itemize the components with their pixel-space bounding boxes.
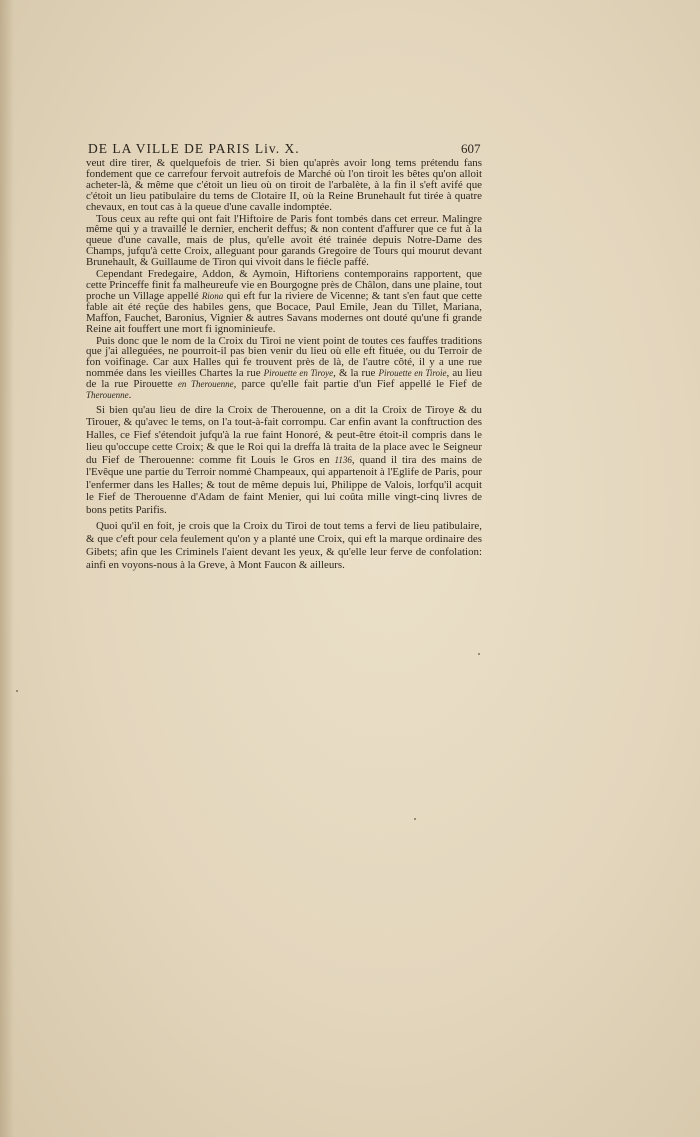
paragraph-4-italic-1: Pirouette en Tiroye — [263, 368, 334, 379]
paragraph-4-italic-2: Pirouette en Tiroie — [378, 368, 447, 379]
ink-speck — [478, 653, 480, 655]
page-spine-shadow — [0, 0, 14, 1137]
paragraph-4-text-1: Puis donc que le nom de la Croix du Tiroi ne vient point de toutes ces fauffes traditions que j'ai alleguées, ne pourroit-il pas bien venir du lieu où elle eft fituée, ou du Terroir de fon voifinage. Car aux Halles qui fe trouvent près de là, de l'autre côté, il y a une rue nommée dans les vieilles Chartes la rue — [86, 334, 482, 380]
paragraph-5 — [86, 404, 482, 517]
paragraph-5-text-b: , quand il tira des mains de l'Evêque une partie du Terroir nommé Champeaux, qui appartenoit à l'Eglife de Paris, pour l'enfermer dans les Halles; & tout de même depuis lui, Philippe de Valois, lorfqu'il acquit le Fief de Therouenne d'Adam de faint Menier, qui lui coûta mille vingt-cinq livres de bons petits Parifis. — [86, 453, 482, 516]
paragraph-4 — [86, 336, 482, 401]
paragraph-4-italic-3: en Therouenne — [177, 379, 234, 390]
running-title: DE LA VILLE DE PARIS Liv. X. — [88, 141, 300, 156]
page-number: 607 — [461, 141, 481, 156]
paragraph-2: Tous ceux au refte qui ont fait l'Hiftoire de Paris font tombés dans cet erreur. Malingre même qui y a travaillé le dernier, encherit deffus; & non content d'affurer que ce fut à la queue d'une cavalle, mais de plus, qu'elle avoit été trainée depuis Notre-Dame des Champs, jufqu'à cette Croix, alleguant pour garands Gregoire de Tours qui mourut devant Brunehault, & Guillaume de Tiron qui vivoit dans le fiécle paffé. — [86, 212, 482, 269]
body-text — [86, 158, 482, 571]
ink-speck — [16, 690, 18, 692]
paragraph-5-text-a: Si bien qu'au lieu de dire la Croix de Therouenne, on a dit la Croix de Tiroye & du Tirouer, & qu'avec le tems, on l'a tout-à-fait corrompu. Car enfin avant la conftruction des Halles, ce Fief s'étendoit jufqu'à la rue faint Honoré, & peut-être étoit-il compris dans le lieu qu'occupe cette Croix; & que le Roi qui la dreffa là traita de la place avec le Seigneur du Fief de Therouenne: comme fit Louis le Gros en — [86, 403, 482, 466]
paragraph-3-text-a: Cependant Fredegaire, Addon, & Aymoin, Hiftoriens contemporains rapportent, que cette Princeffe finit fa malheureufe vie en Bourgogne près de Châlon, dans une plaine, tout proche un Village appellé — [86, 268, 482, 302]
paragraph-3-italic: Riona — [201, 290, 224, 301]
paragraph-4-text-5: . — [128, 389, 132, 402]
paragraph-5-italic: 1136 — [334, 454, 352, 465]
paragraph-6: Quoi qu'il en foit, je crois que la Croix du Tiroi de tout tems a fervi de lieu patibulaire, & que c'eft pour cela feulement qu'on y a planté une Croix, qui eft la marque ordinaire des Gibets; afin que les Criminels l'aient devant les yeux, & qu'elle leur ferve de confolation: ainfi en voyons-nous à la Greve, à Mont Faucon & ailleurs. — [86, 520, 482, 571]
paragraph-4-text-3: , au lieu de la rue Pirouette — [86, 367, 483, 391]
ink-speck — [414, 818, 416, 820]
paragraph-4-italic-4: Therouenne — [86, 390, 129, 401]
paragraph-4-text-2: , & la rue — [333, 367, 379, 380]
paragraph-4-text-4: , parce qu'elle fait partie d'un Fief appellé le Fief de — [233, 378, 482, 391]
paragraph-3-text-b: qui eft fur la riviere de Vicenne; & tant s'en faut que cette fable ait été reçûe des habiles gens, que Bocace, Paul Emile, Jean du Tillet, Mariana, Maffon, Fauchet, Baronius, Vignier & autres Savans modernes ont douté qu'une fi grande Reine ait fouffert une mort fi ignominieufe. — [86, 289, 482, 335]
paragraph-1: veut dire tirer, & quelquefois de trier. Si bien qu'après avoir long tems prétendu fans fondement que ce carrefour fervoit autrefois de Marché où l'on tiroit les bêtes qu'on alloit acheter-là, & même que c'étoit un lieu où on tiroit de l'arbalète, à la fin il s'eft avifé que c'étoit un lieu patibulaire du tems de Clotaire II, où la Reine Brunehault fut tirée à quatre chevaux, en tout cas à la queue d'une cavalle indomptée. — [86, 157, 482, 213]
paragraph-3 — [86, 269, 482, 334]
